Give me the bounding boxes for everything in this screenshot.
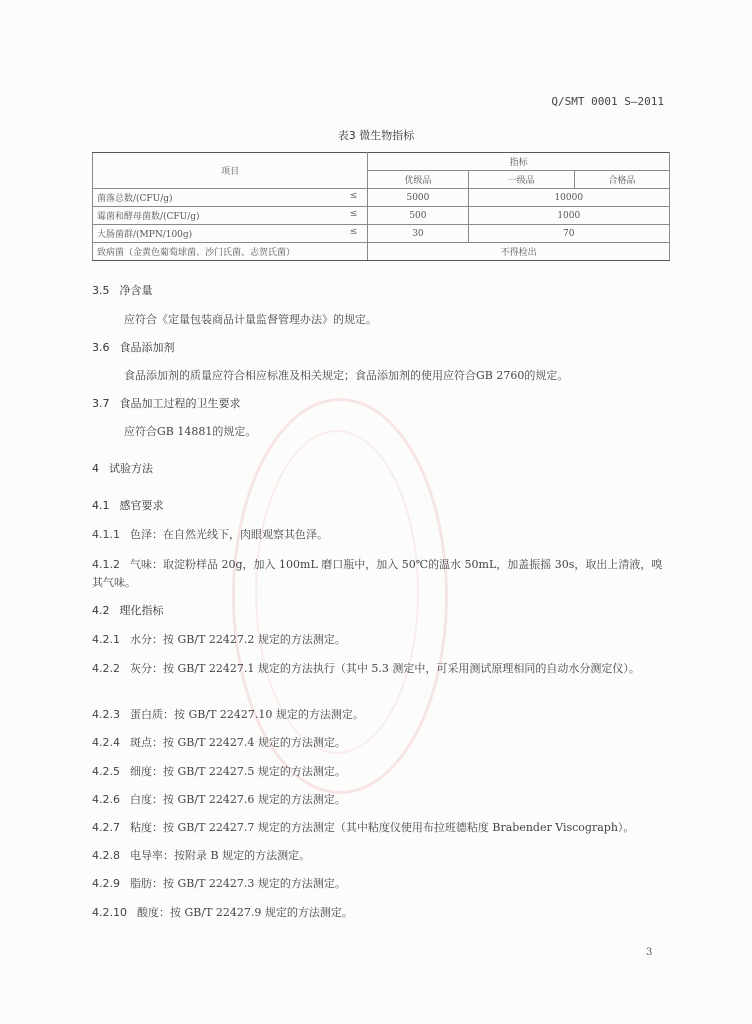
row-item: 霉菌和酵母菌数/(CFU/g) ≤ (93, 207, 368, 225)
header-item: 项目 (93, 153, 368, 189)
clause: 4.2.10 酸度：按 GB/T 22427.9 规定的方法测定。 (92, 906, 353, 919)
clause: 4.2.3 蛋白质：按 GB/T 22427.10 规定的方法测定。 (92, 708, 364, 721)
le-symbol: ≤ (349, 191, 358, 201)
row-other-value: 70 (468, 225, 669, 243)
pathogen-item: 致病菌（金黄色葡萄球菌、沙门氏菌、志贺氏菌） (93, 243, 368, 261)
row-other-value: 1000 (468, 207, 669, 225)
table-row (93, 189, 670, 207)
header-index: 指标 (368, 153, 670, 171)
section-heading: 3.7 食品加工过程的卫生要求 (92, 397, 241, 410)
table-header-row (93, 153, 670, 171)
clause: 4.1.2 气味：取淀粉样品 20g，加入 100mL 磨口瓶中，加入 50℃的温水 50mL，加盖振摇 30s，取出上清液，嗅其气味。 (92, 558, 663, 589)
row-other-value: 10000 (468, 189, 669, 207)
grade-first: 一级品 (468, 171, 574, 189)
row-superior-value: 500 (368, 207, 468, 225)
page-number: 3 (646, 947, 653, 958)
clause: 4.1.1 色泽：在自然光线下，肉眼观察其色泽。 (92, 528, 328, 541)
section-heading: 4.2 理化指标 (92, 604, 164, 617)
le-symbol: ≤ (349, 209, 358, 219)
section-heading: 4.1 感官要求 (92, 499, 164, 512)
clause: 4.2.6 白度：按 GB/T 22427.6 规定的方法测定。 (92, 793, 346, 806)
row-item: 菌落总数/(CFU/g) ≤ (93, 189, 368, 207)
section-body: 应符合《定量包装商品计量监督管理办法》的规定。 (124, 313, 377, 326)
clause: 4.2.1 水分：按 GB/T 22427.2 规定的方法测定。 (92, 633, 346, 646)
section-body: 食品添加剂的质量应符合相应标准及相关规定；食品添加剂的使用应符合GB 2760的规定。 (124, 369, 569, 382)
grade-qualified: 合格品 (574, 171, 669, 189)
row-superior-value: 5000 (368, 189, 468, 207)
clause: 4.2.2 灰分：按 GB/T 22427.1 规定的方法执行（其中 5.3 测定中，可采用测试原理相同的自动水分测定仪）。 (92, 662, 640, 675)
table-row (93, 207, 670, 225)
table-row (93, 225, 670, 243)
clause: 4.2.4 斑点：按 GB/T 22427.4 规定的方法测定。 (92, 736, 346, 749)
table-row (93, 243, 670, 261)
section-heading: 3.6 食品添加剂 (92, 341, 175, 354)
row-superior-value: 30 (368, 225, 468, 243)
microbiological-indicators-table (92, 152, 670, 261)
le-symbol: ≤ (349, 227, 358, 237)
clause: 4.2.9 脂肪：按 GB/T 22427.3 规定的方法测定。 (92, 877, 346, 890)
grade-superior: 优级品 (368, 171, 468, 189)
chapter-heading: 4 试验方法 (92, 462, 153, 475)
row-item: 大肠菌群/(MPN/100g) ≤ (93, 225, 368, 243)
table-title: 表3 微生物指标 (337, 129, 415, 142)
section-heading: 3.5 净含量 (92, 284, 153, 297)
section-body: 应符合GB 14881的规定。 (124, 425, 257, 438)
standard-code: Q/SMT 0001 S—2011 (551, 95, 664, 108)
pathogen-value: 不得检出 (368, 243, 670, 261)
clause: 4.2.7 粘度：按 GB/T 22427.7 规定的方法测定（其中粘度仪使用布拉班德粘度 Brabender Viscograph）。 (92, 821, 635, 834)
clause: 4.2.5 细度：按 GB/T 22427.5 规定的方法测定。 (92, 765, 346, 778)
clause: 4.2.8 电导率：按附录 B 规定的方法测定。 (92, 849, 311, 862)
